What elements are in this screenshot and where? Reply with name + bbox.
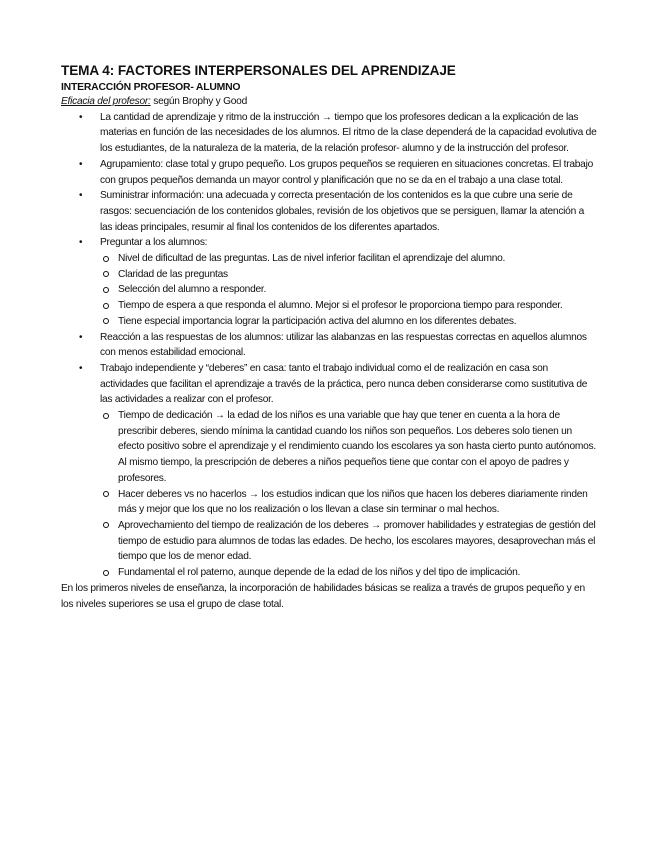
sub-bullet-item: Selección del alumno a responder. [118, 282, 597, 298]
closing-paragraph: En los primeros niveles de enseñanza, la incorporación de habilidades básicas se realiza a través de grupos pequeño y en los niveles superiores se usa el grupo de clase total. [61, 582, 585, 610]
sub-bullet-item: Claridad de las preguntas [118, 267, 597, 283]
bullet-item-text: Preguntar a los alumnos: [100, 237, 208, 249]
bullet-list [61, 110, 597, 581]
bullet-item: • Reacción a las respuestas de los alumnos: utilizar las alabanzas en las respuestas correctas en aquellos alumnos con menos estabilidad emocional. [100, 330, 597, 361]
bullet-item: • La cantidad de aprendizaje y ritmo de la instrucción → tiempo que los profesores dedican a la explicación de las materias en función de las necesidades de los alumnos. El ritmo de la clase dependerá de la capacidad evolutiva de los estudiantes, de la naturaleza de la materia, de la relación profesor- alumno y de la instrucción del profesor. [100, 110, 597, 157]
efficacy-line [61, 94, 597, 110]
efficacy-label: Eficacia del profesor: [61, 96, 151, 107]
sub-bullet-list [100, 408, 597, 581]
document-title: TEMA 4: FACTORES INTERPERSONALES DEL APRENDIZAJE [61, 63, 456, 78]
document-content [61, 63, 597, 612]
efficacy-source: según Brophy y Good [150, 96, 248, 107]
sub-bullet-item: Tiempo de espera a que responda el alumno. Mejor si el profesor le proporciona tiempo para responder. [118, 298, 597, 314]
sub-bullet-item: Fundamental el rol paterno, aunque depende de la edad de los niños y del tipo de implicación. [118, 565, 597, 581]
sub-bullet-item: Aprovechamiento del tiempo de realización de los deberes → promover habilidades y estrategias de gestión del tiempo de estudio para alumnos de todas las edades. De hecho, los escolares mayores, desaprovechan más el tiempo que los de menor edad. [118, 518, 597, 565]
section-subtitle: INTERACCIÓN PROFESOR- ALUMNO [61, 82, 241, 93]
sub-bullet-item: Tiene especial importancia lograr la participación activa del alumno en los diferentes debates. [118, 314, 597, 330]
sub-bullet-item: Tiempo de dedicación → la edad de los niños es una variable que hay que tener en cuenta a la hora de prescribir deberes, siendo mínima la cantidad cuando los niños son pequeños. Los deberes solo tienen un efecto positivo sobre el aprendizaje y el rendimiento cuando los escolares ya son hasta cierto punto autónomos. Al mismo tiempo, la prescripción de deberes a niños pequeños tiene que contar con el apoyo de padres y profesores. [118, 408, 597, 487]
bullet-item-text: Trabajo independiente y “deberes” en casa: tanto el trabajo individual como el de realización en casa son actividades que facilitan el aprendizaje a través de la práctica, pero nunca deben considerarse como sustitutiva de las actividades a realizar con el profesor. [100, 362, 588, 406]
sub-bullet-list [100, 251, 597, 330]
bullet-item-homework [100, 361, 597, 581]
sub-bullet-item: Hacer deberes vs no hacerlos → los estudios indican que los niños que hacen los deberes diariamente rinden más y mejor que los que no los realización o los llevan a clase sin terminar o mal hechos. [118, 487, 597, 518]
sub-bullet-item: Nivel de dificultad de las preguntas. Las de nivel inferior facilitan el aprendizaje del alumno. [118, 251, 597, 267]
bullet-item: • Suministrar información: una adecuada y correcta presentación de los contenidos es la que cubre una serie de rasgos: secuenciación de los contenidos globales, revisión de los objetivos que se persiguen, llamar la atención a las ideas principales, resumir al final los contenidos de los diferentes apartados. [100, 188, 597, 235]
bullet-item-questions [100, 235, 597, 329]
bullet-item: • Agrupamiento: clase total y grupo pequeño. Los grupos pequeños se requieren en situaciones concretas. El trabajo con grupos pequeños demanda un mayor control y planificación que no se da en el trabajo a una clase total. [100, 157, 597, 188]
